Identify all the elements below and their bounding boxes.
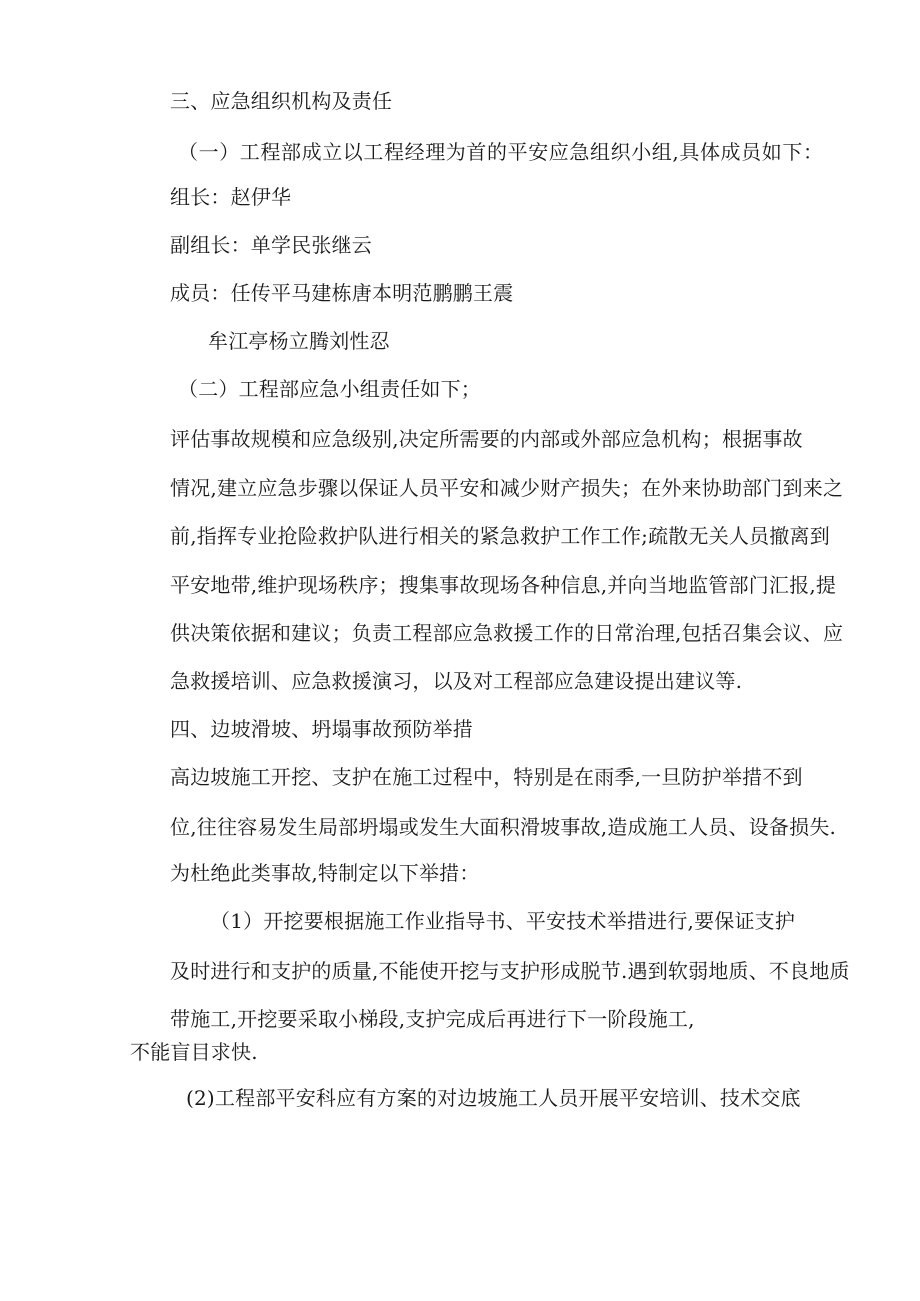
team-leader-line: 组长：赵伊华 — [170, 185, 292, 209]
subsection-2-heading: （二）工程部应急小组责任如下； — [178, 377, 481, 401]
measure-1-line: 不能盲目求快. — [130, 1040, 258, 1064]
duties-line: 平安地带,维护现场秩序；搜集事故现场各种信息,并向当地监管部门汇报,提 — [170, 573, 837, 597]
measure-2-line: (2)工程部平安科应有方案的对边坡施工人员开展平安培训、技术交底 — [186, 1086, 801, 1110]
section-4-heading: 四、边坡滑坡、坍塌事故预防举措 — [170, 717, 473, 741]
duties-line: 急救援培训、应急救援演习，以及对工程部应急建设提出建议等. — [170, 669, 743, 693]
subsection-1-heading: （一）工程部成立以工程经理为首的平安应急组织小组,具体成员如下： — [178, 140, 824, 164]
measure-1-line: （1）开挖要根据施工作业指导书、平安技术举措进行,要保证支护 — [210, 909, 796, 933]
duties-line: 供决策依据和建议；负责工程部应急救援工作的日常治理,包括召集会议、应 — [170, 621, 844, 645]
section-3-heading: 三、应急组织机构及责任 — [170, 89, 393, 113]
measure-1-line: 带施工,开挖要采取小梯段,支护完成后再进行下一阶段施工, — [170, 1007, 695, 1031]
intro-line: 高边坡施工开挖、支护在施工过程中，特别是在雨季,一旦防护举措不到 — [170, 765, 803, 789]
duties-line: 评估事故规模和应急级别,决定所需要的内部或外部应急机构；根据事故 — [170, 427, 803, 451]
intro-line: 为杜绝此类事故,特制定以下举措： — [170, 861, 480, 885]
duties-line: 情况,建立应急步骤以保证人员平安和减少财产损失；在外来协助部门到来之 — [170, 476, 844, 500]
intro-line: 位,往往容易发生局部坍塌或发生大面积滑坡事故,造成施工人员、设备损失. — [170, 815, 837, 839]
duties-line: 前,指挥专业抢险救护队进行相关的紧急救护工作工作;疏散无关人员撤离到 — [170, 524, 830, 548]
deputy-leader-line: 副组长：单学民张继云 — [170, 233, 372, 257]
members-line-1: 成员：任传平马建栋唐本明范鹏鹏王震 — [170, 281, 514, 305]
measure-1-line: 及时进行和支护的质量,不能使开挖与支护形成脱节.遇到软弱地质、不良地质 — [170, 959, 850, 983]
members-line-2: 牟江亭杨立腾刘性忍 — [208, 329, 390, 353]
